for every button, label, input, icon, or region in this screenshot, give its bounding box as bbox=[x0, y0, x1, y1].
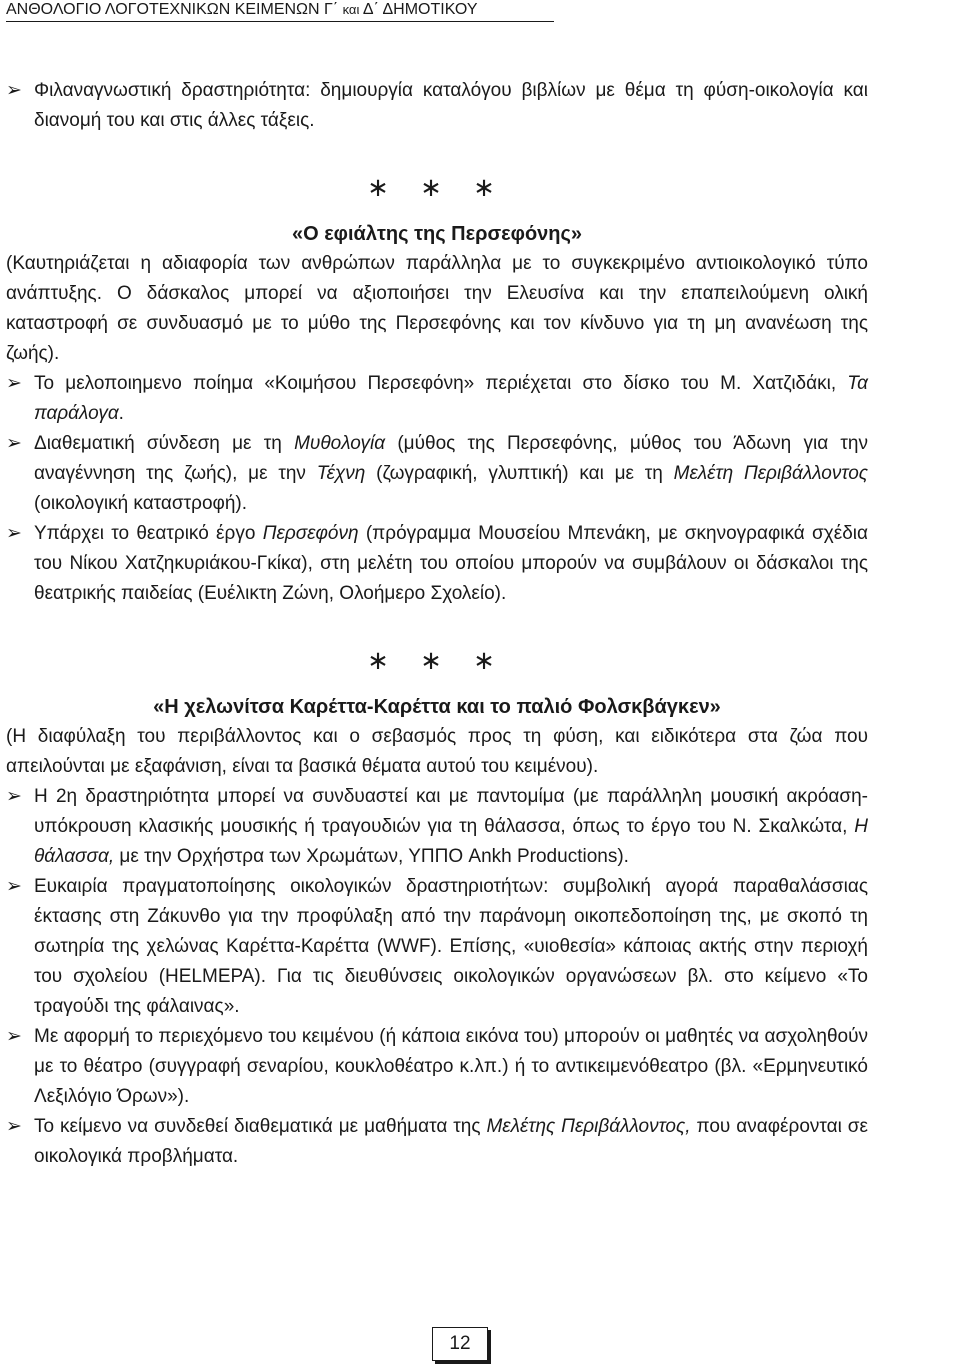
section-title: «Ο εφιάλτης της Περσεφόνης» bbox=[291, 223, 583, 245]
section-title: «Η χελωνίτσα Καρέττα-Καρέττα και το παλιό Φολσκβάγκεν» bbox=[153, 696, 721, 718]
list-item bbox=[6, 76, 868, 136]
list-item bbox=[6, 1022, 868, 1112]
arrow-bullet-icon: ➢ bbox=[6, 80, 22, 101]
arrow-bullet-icon: ➢ bbox=[6, 1116, 22, 1137]
item-text: Με αφορμή το περιεχόμενο του κειμένου (ή κάποια εικόνα του) μπορούν οι μαθητές να ασχοληθούν με το θέατρο (συγγραφή σεναρίου, κουκλοθέατρο κ.λπ.) ή το αντικειμενόθεατρο (βλ. «Ερμηνευτικό Λεξιλόγιο Όρων»). bbox=[34, 1026, 868, 1107]
running-header bbox=[6, 0, 554, 22]
page-content bbox=[6, 76, 868, 1172]
section-intro: (Καυτηριάζεται η αδιαφορία των ανθρώπων παράλληλα με το συγκεκριμένο αντιοικολογικό τύπο ανάπτυξης. Ο δάσκαλος μπορεί να αξιοποιήσει την Ελευσίνα και την επαπειλούμενη ολική καταστροφή σε συνδυασμό με το μύθο της Περσεφόνης και τον κίνδυνο για τη μη ανανέωση της ζωής). bbox=[6, 253, 868, 364]
arrow-bullet-icon: ➢ bbox=[6, 876, 22, 897]
subject-mythology: Μυθολογία bbox=[294, 433, 386, 454]
item-text: που αναφέρονται σε οικολογικά προβλήματα. bbox=[34, 1116, 868, 1167]
item-text: (οικολογική καταστροφή). bbox=[34, 493, 248, 514]
list-item bbox=[6, 782, 868, 872]
arrow-bullet-icon: ➢ bbox=[6, 373, 22, 394]
item-text: (πρόγραμμα Μουσείου Μπενάκη, με σκηνογραφικά σχέδια του Νίκου Χατζηκυριάκου-Γκίκα), στη μελέτη του οποίου μπορούν να συμβάλουν οι δάσκαλοι της θεατρικής παιδείας (Ευέλικτη Ζώνη, Ολοήμερο Σχολείο). bbox=[34, 523, 869, 604]
arrow-bullet-icon: ➢ bbox=[6, 523, 22, 544]
item-text: Το μελοποιημενο ποίημα «Κοιμήσου Περσεφόνη» περιέχεται στο δίσκο του Μ. Χατζιδάκι, bbox=[34, 373, 848, 394]
item-text: Ευκαιρία πραγματοποίησης οικολογικών δραστηριοτήτων: συμβολική αγορά παραθαλάσσιας έκτασης στη Ζάκυνθο για την προφύλαξη από την παράνομη οικοπεδοποίηση της, με σκοπό τη σωτηρία της χελώνας Καρέττα-Καρέττα (WWF). Επίσης, «υιοθεσία» κάποιας ακτής στην περιοχή του σχολείου (HELMEPA). Για τις διευθύνσεις οικολογικών οργανώσεων βλ. στο κείμενο «Το τραγούδι της φάλαινας». bbox=[34, 876, 868, 1017]
subject-art: Τέχνη bbox=[316, 463, 366, 484]
item-text: Η 2η δραστηριότητα μπορεί να συνδυαστεί και με παντομίμα (με παράλληλη μουσική ακρόαση-υπόκρουση κλασικής μουσικής ή τραγουδιών για τη θάλασσα, όπως το έργο του Ν. Σκαλκώτα, bbox=[34, 786, 868, 837]
subject-environment: Μελέτη Περιβάλλοντος bbox=[673, 463, 868, 484]
item-text: Το κείμενο να συνδεθεί διαθεματικά με μαθήματα της bbox=[34, 1116, 487, 1137]
section-intro: (Η διαφύλαξη του περιβάλλοντος και ο σεβασμός προς τη φύση, και ειδικότερα στα ζώα που απειλούνται με εξαφάνιση, είναι τα βασικά θέματα αυτού του κειμένου). bbox=[6, 726, 868, 777]
page-number: 12 bbox=[432, 1327, 488, 1361]
header-and: και bbox=[342, 2, 360, 17]
item-text: Υπάρχει το θεατρικό έργο bbox=[34, 523, 263, 544]
item-text: (ζωγραφική, γλυπτική) και με τη bbox=[365, 463, 674, 484]
play-title: Περσεφόνη bbox=[262, 523, 359, 544]
item-text: με την Ορχήστρα των Χρωμάτων, ΥΠΠΟ Ankh Productions). bbox=[114, 846, 629, 867]
album-title: Τα παράλογα bbox=[34, 373, 868, 424]
subject-environment: Μελέτης Περιβάλλοντος, bbox=[486, 1116, 691, 1137]
work-title: Η θάλασσα, bbox=[34, 816, 868, 867]
arrow-bullet-icon: ➢ bbox=[6, 1026, 22, 1047]
list-item bbox=[6, 519, 868, 609]
header-grade: Δ΄ bbox=[362, 1, 379, 18]
section-divider: ∗ ∗ ∗ bbox=[367, 172, 507, 202]
list-item bbox=[6, 1112, 868, 1172]
arrow-bullet-icon: ➢ bbox=[6, 433, 22, 454]
item-text: Διαθεματική σύνδεση με τη bbox=[34, 433, 295, 454]
arrow-bullet-icon: ➢ bbox=[6, 786, 22, 807]
item-text: (μύθος της Περσεφόνης, μύθος του Άδωνη για την αναγέννηση της ζωής), με την bbox=[34, 433, 868, 484]
header-school: ΔΗΜΟΤΙΚΟΥ bbox=[382, 1, 478, 18]
header-title: ΑΝΘΟΛΟΓΙΟ ΛΟΓΟΤΕΧΝΙΚΩΝ ΚΕΙΜΕΝΩΝ Γ΄ bbox=[6, 1, 339, 18]
item-text-end: . bbox=[118, 403, 124, 424]
section-divider: ∗ ∗ ∗ bbox=[367, 645, 507, 675]
list-item bbox=[6, 369, 868, 429]
item-text: Φιλαναγνωστική δραστηριότητα: δημιουργία καταλόγου βιβλίων με θέμα τη φύση-οικολογία και διανομή του και στις άλλες τάξεις. bbox=[34, 80, 868, 131]
list-item bbox=[6, 429, 868, 519]
list-item bbox=[6, 872, 868, 1022]
